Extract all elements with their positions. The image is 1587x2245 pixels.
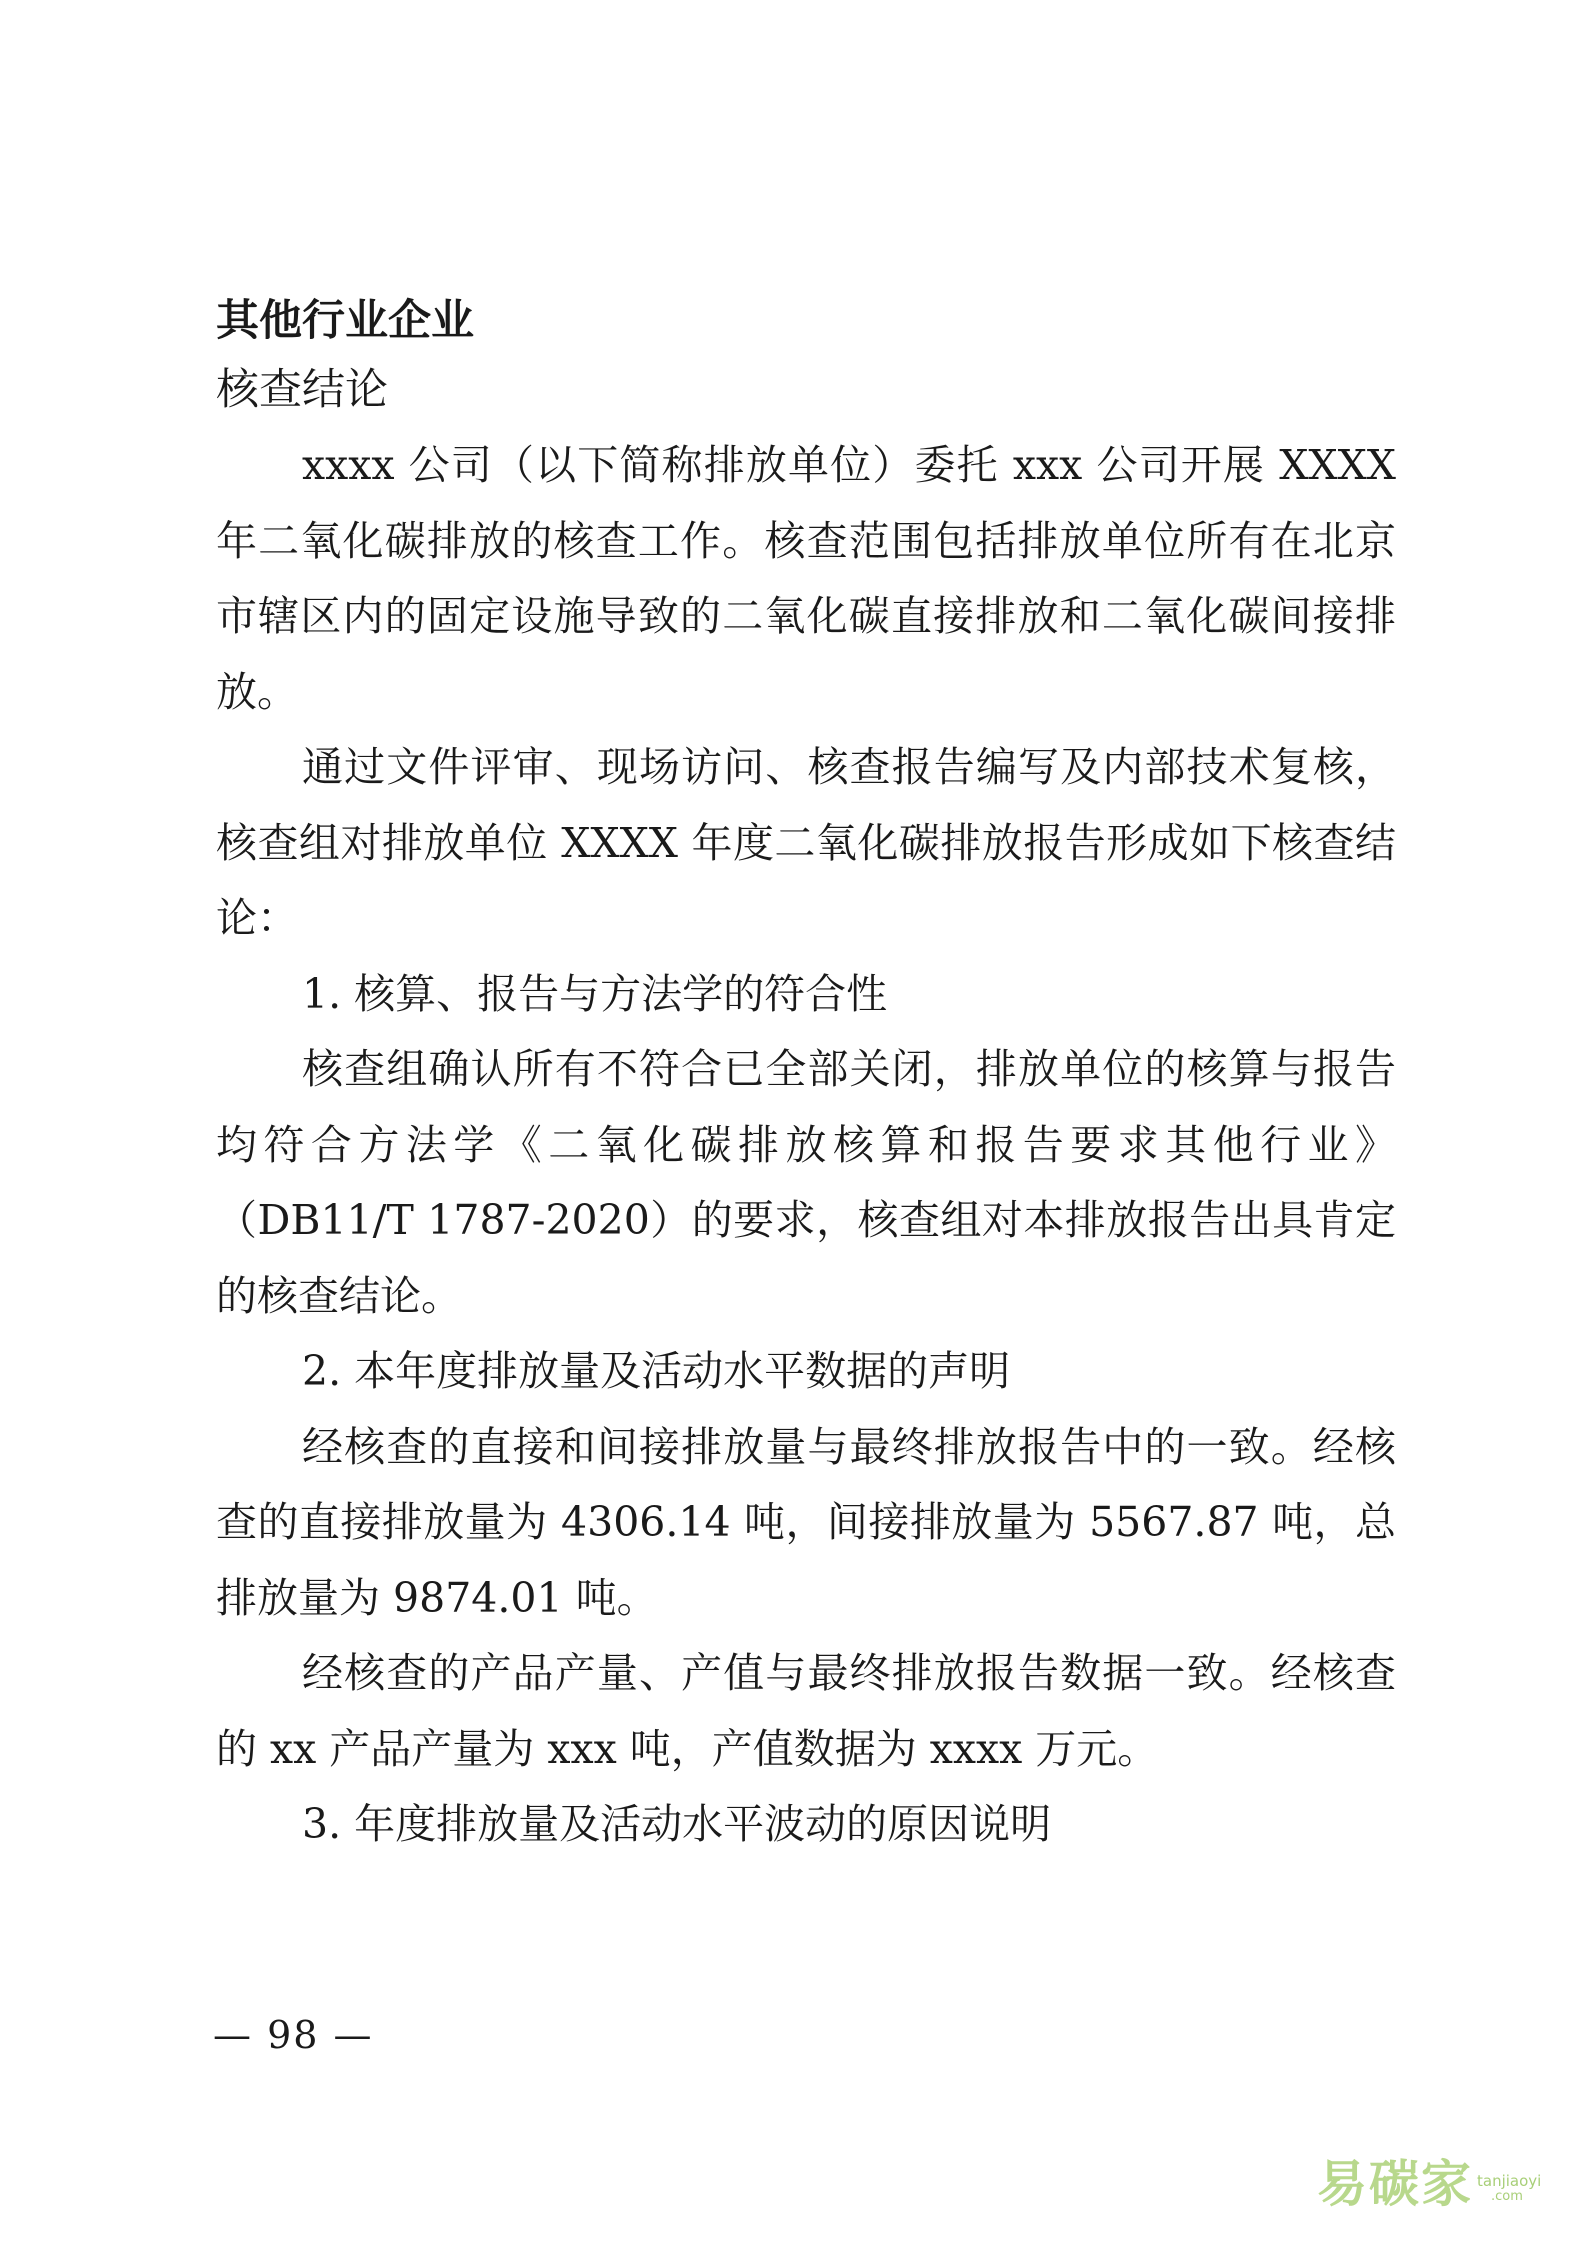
watermark-site bbox=[1477, 2173, 1541, 2205]
paragraph-emissions: 经核查的直接和间接排放量与最终排放报告中的一致。经核查的直接排放量为 4306.14 吨，间接排放量为 5567.87 吨，总排放量为 9874.01 吨。 bbox=[216, 1422, 1396, 1622]
paragraph-method: 通过文件评审、现场访问、核查报告编写及内部技术复核，核查组对排放单位 XXXX 年度二氧化碳排放报告形成如下核查结论： bbox=[216, 743, 1396, 942]
item-1-title: 1. 核算、报告与方法学的符合性 bbox=[302, 969, 888, 1018]
document-body bbox=[216, 290, 1396, 1863]
page-number: — 98 — bbox=[213, 2013, 374, 2057]
item-3-title: 3. 年度排放量及活动水平波动的原因说明 bbox=[302, 1800, 1052, 1848]
paragraph-intro: xxxx 公司（以下简称排放单位）委托 xxx 公司开展 XXXX 年二氧化碳排放的核查工作。核查范围包括排放单位所有在北京市辖区内的固定设施导致的二氧化碳直接排放和二氧化碳间接排放。 bbox=[216, 441, 1396, 716]
watermark-site-suffix: .com bbox=[1491, 2189, 1523, 2204]
watermark-site-text: tanjiaoyi bbox=[1477, 2172, 1542, 2190]
section-heading: 其他行业企业 bbox=[216, 296, 474, 346]
paragraph-conformity: 核查组确认所有不符合已全部关闭，排放单位的核算与报告均符合方法学《二氧化碳排放核算和报告要求其他行业》（DB11/T 1787-2020）的要求，核查组对本排放报告出具肯定的核查结论。 bbox=[216, 1045, 1396, 1320]
watermark-logo bbox=[1317, 2151, 1547, 2217]
subsection-heading: 核查结论 bbox=[216, 365, 388, 415]
paragraph-production: 经核查的产品产量、产值与最终排放报告数据一致。经核查的 xx 产品产量为 xxx 吨，产值数据为 xxxx 万元。 bbox=[216, 1649, 1396, 1773]
item-2-title: 2. 本年度排放量及活动水平数据的声明 bbox=[302, 1347, 1011, 1395]
watermark-logo-text: 易碳家 bbox=[1317, 2155, 1473, 2213]
